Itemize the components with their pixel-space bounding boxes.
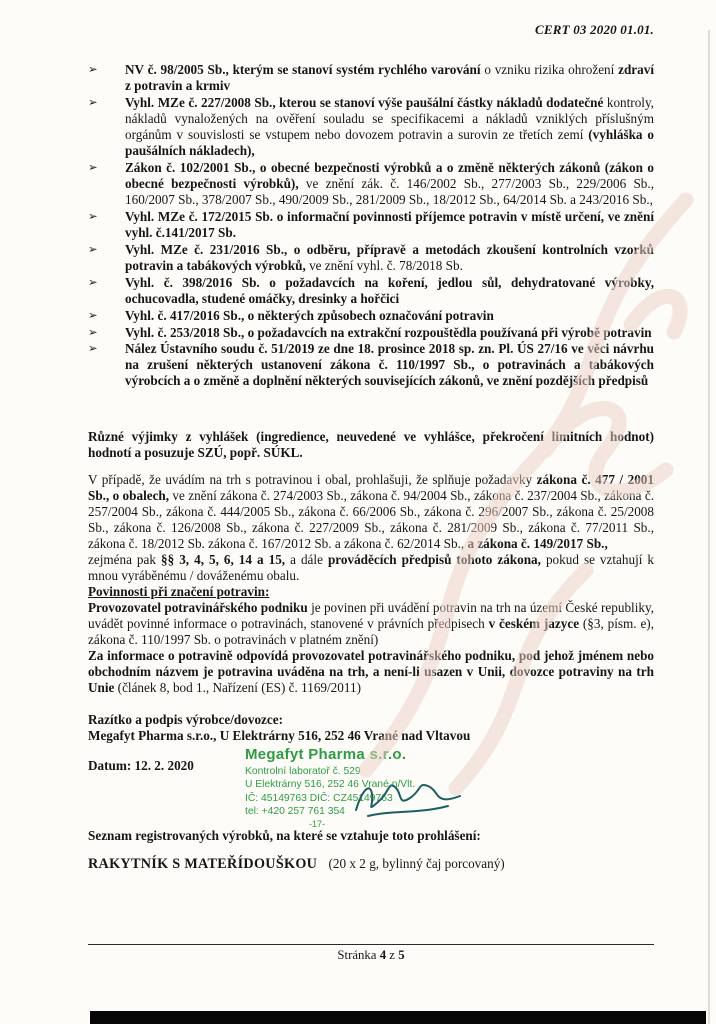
stamp-number: -17-: [309, 819, 326, 830]
text-run: NV č. 98/2005 Sb., kterým se stanoví systém rychlého varování: [125, 62, 481, 77]
regulation-text: [125, 275, 654, 307]
text-run: Vyhl. č. 398/2016 Sb. o požadavcích na koření, jedlou sůl, dehydratované výrobky, ochucovadla, studené omáčky, dresinky a hořčici: [125, 274, 654, 306]
text-run: je povinen při uvádění potravin na trh na území České republiky, uvádět povinné informace o potravinách, stanovené v právních předpisech: [88, 600, 654, 632]
text-run: kontroly, nákladů vynaložených na ověření souladu se specifikacemi a nákladů vzniklých příslušným orgánům v souvislosti se vstupem nebo dovozem potravin a surovin ze třetích zemí: [125, 94, 654, 142]
exceptions-note: [88, 429, 654, 461]
labeling-paragraph-1: [88, 600, 654, 648]
text-run: Zákon č. 102/2001 Sb., o obecné bezpečnosti výrobků a o změně některých zákonů (zákon o obecné bezpečnosti výrobků),: [125, 159, 654, 191]
stamp-lab-line: Kontrolní laboratoř č. 529: [245, 765, 361, 777]
text-run: Za informace o potravině odpovídá provozovatel potravinářského podniku, pod jehož jménem nebo obchodním názvem je potravina uváděna na trh, a není-li usazen v Unii, dovozce potraviny na trh Unie: [88, 647, 654, 695]
regulation-text: [125, 325, 654, 341]
text-run: Vyhl. MZe č. 231/2016 Sb., o odběru, přípravě a metodách zkoušení kontrolních vzorků potravin a tabákových výrobků,: [125, 241, 654, 273]
bullet-arrow-icon: ➢: [88, 341, 98, 356]
product-description: (20 x 2 g, bylinný čaj porcovaný): [328, 855, 505, 871]
regulation-text: [125, 308, 654, 324]
text-run: 4: [379, 948, 387, 962]
bullet-arrow-icon: ➢: [88, 159, 98, 174]
text-run: Stránka: [337, 948, 380, 962]
text-run: (článek 8, bod 1., Nařízení (ES) č. 1169/2011): [114, 679, 361, 695]
text-run: (vyhláška o paušálních nákladech),: [125, 126, 654, 158]
regulation-text: [125, 209, 654, 241]
text-run: Různé výjimky z vyhlášek (ingredience, neuvedené ve vyhlášce, překročení limitních hodnot) hodnotí a posuzuje SZÚ, popř. SÚKL.: [88, 429, 654, 461]
text-run: §§ 3, 4, 5, 6, 14 a 15,: [161, 552, 286, 568]
regulation-item: [88, 62, 654, 94]
labeling-heading: [88, 584, 654, 600]
text-run: ve znění zákona č. 274/2003 Sb., zákona č. 94/2004 Sb., zákona č. 237/2004 Sb., zákona č. 257/2004 Sb., zákona č. 444/2005 Sb., zákona č. 66/2006 Sb., zákona č. 296/2007 Sb., zákona č. 25/2008 Sb., zákona č. 126/2008 Sb., zákona č. 227/2009 Sb., zákona č. 281/2009 Sb., zákona č. 77/2011 Sb., zákona č. 18/2012 Sb. zákona č. 167/2012 Sb. a zákona č. 62/2014 Sb.,: [88, 488, 654, 552]
regulation-item: [88, 209, 654, 241]
regulation-item: [88, 95, 654, 159]
regulation-item: [88, 242, 654, 274]
text-run: z: [386, 948, 399, 962]
doc-code: CERT 03 2020 01.01.: [534, 22, 654, 37]
text-run: (§3, písm. e), zákona č. 110/1997 Sb. o potravinách v platném znění): [88, 616, 654, 647]
labeling-paragraph-2: [88, 648, 654, 696]
text-run: Vyhl. č. 417/2016 Sb., o některých způsobech označování potravin: [125, 307, 494, 323]
bullet-arrow-icon: ➢: [88, 307, 98, 322]
regulation-text: [125, 62, 654, 94]
bullet-arrow-icon: ➢: [88, 324, 98, 339]
text-run: ve znění zák. č. 146/2002 Sb., 277/2003 Sb., 229/2006 Sb., 160/2007 Sb., 378/2007 Sb., 490/2009 Sb., 281/2009 Sb., 18/2012 Sb., 64/2014 Sb. a 243/2016 Sb.,: [125, 175, 654, 207]
text-run: ve znění vyhl. č. 78/2018 Sb.: [305, 257, 463, 273]
text-run: a zákona č. 149/2017 Sb.,: [467, 536, 608, 552]
regulation-text: [125, 242, 654, 274]
regulation-item: [88, 275, 654, 307]
text-run: zdraví z potravin a krmiv: [125, 62, 654, 93]
regulation-text: [125, 160, 654, 208]
signature-area: [88, 745, 654, 830]
stamp-company-name: Megafyt Pharma s.r.o.: [245, 745, 407, 763]
text-run: Vyhl. MZe č. 172/2015 Sb. o informační povinnosti příjemce potravin v místě určení, ve znění vyhl. č.141/2017 Sb.: [125, 208, 654, 240]
text-run: zákona č. 477 / 2001 Sb., o obalech,: [88, 472, 654, 504]
regulation-text: [125, 341, 654, 389]
text-run: V případě, že uvádím na trh s potravinou i obal, prohlašuji, že splňuje požadavky: [88, 472, 537, 488]
text-run: zejména pak: [88, 552, 161, 568]
text-run: Provozovatel potravinářského podniku: [88, 600, 308, 616]
regulation-item: [88, 308, 654, 324]
regulation-item: [88, 325, 654, 341]
bullet-arrow-icon: ➢: [88, 241, 98, 256]
date-line: Datum: 12. 2. 2020: [88, 757, 194, 773]
stamp-address-line: U Elektrárny 516, 252 46 Vrané n/Vlt.: [245, 779, 416, 791]
packaging-paragraph-2: [88, 552, 654, 584]
bullet-arrow-icon: ➢: [88, 274, 98, 289]
regulation-text: [125, 95, 654, 159]
text-run: a dále: [285, 552, 328, 568]
text-run: 5: [398, 948, 405, 962]
text-run: pokud se vztahují k mnou vyráběnému / dováženému obalu.: [88, 552, 655, 584]
handwritten-signature: [348, 772, 468, 822]
labeling-heading-text: Povinnosti při značení potravin:: [88, 584, 270, 600]
bullet-arrow-icon: ➢: [88, 94, 98, 109]
text-run: v českém jazyce: [488, 616, 580, 632]
regulation-list: [88, 62, 654, 389]
product-name: RAKYTNÍK S MATEŘÍDOUŠKOU: [88, 855, 318, 872]
scan-artifact-bar: [90, 1011, 706, 1024]
regulation-item: [88, 341, 654, 389]
regulation-item: [88, 160, 654, 208]
text-run: Vyhl. č. 253/2018 Sb., o požadavcích na extrakční rozpouštědla používaná při výrobě potravin: [125, 324, 652, 340]
manufacturer-line: Megafyt Pharma s.r.o., U Elektrárny 516, 252 46 Vrané nad Vltavou: [88, 727, 471, 743]
product-line: [88, 856, 654, 873]
text-run: Nález Ústavního soudu č. 51/2019 ze dne 18. prosince 2018 sp. zn. Pl. ÚS 27/16 ve věci návrhu na zrušení některých ustanovení zákona č. 110/1997 Sb., o potravinách a tabákových výrobcích a o změně a doplnění některých souvisejících zákonů, ve znění pozdějších předpisů: [125, 341, 654, 389]
text-run: o vzniku rizika ohrožení: [480, 62, 619, 77]
bullet-arrow-icon: ➢: [88, 208, 98, 223]
packaging-paragraph-1: [88, 472, 654, 552]
bullet-arrow-icon: ➢: [88, 62, 98, 76]
text-run: prováděcích předpisů tohoto zákona,: [327, 552, 541, 568]
text-run: Vyhl. MZe č. 227/2008 Sb., kterou se stanoví výše paušální částky nákladů dodatečné: [125, 94, 604, 110]
stamp-section-label: Razítko a podpis výrobce/dovozce:: [88, 711, 283, 727]
stamp-phone-line: tel: +420 257 761 354: [245, 805, 345, 817]
products-intro: Seznam registrovaných výrobků, na které se vztahuje toto prohlášení:: [88, 827, 481, 843]
page-footer: [88, 944, 654, 963]
stamp-ids-line: IČ: 45149763 DIČ: CZ45149763: [245, 792, 393, 804]
